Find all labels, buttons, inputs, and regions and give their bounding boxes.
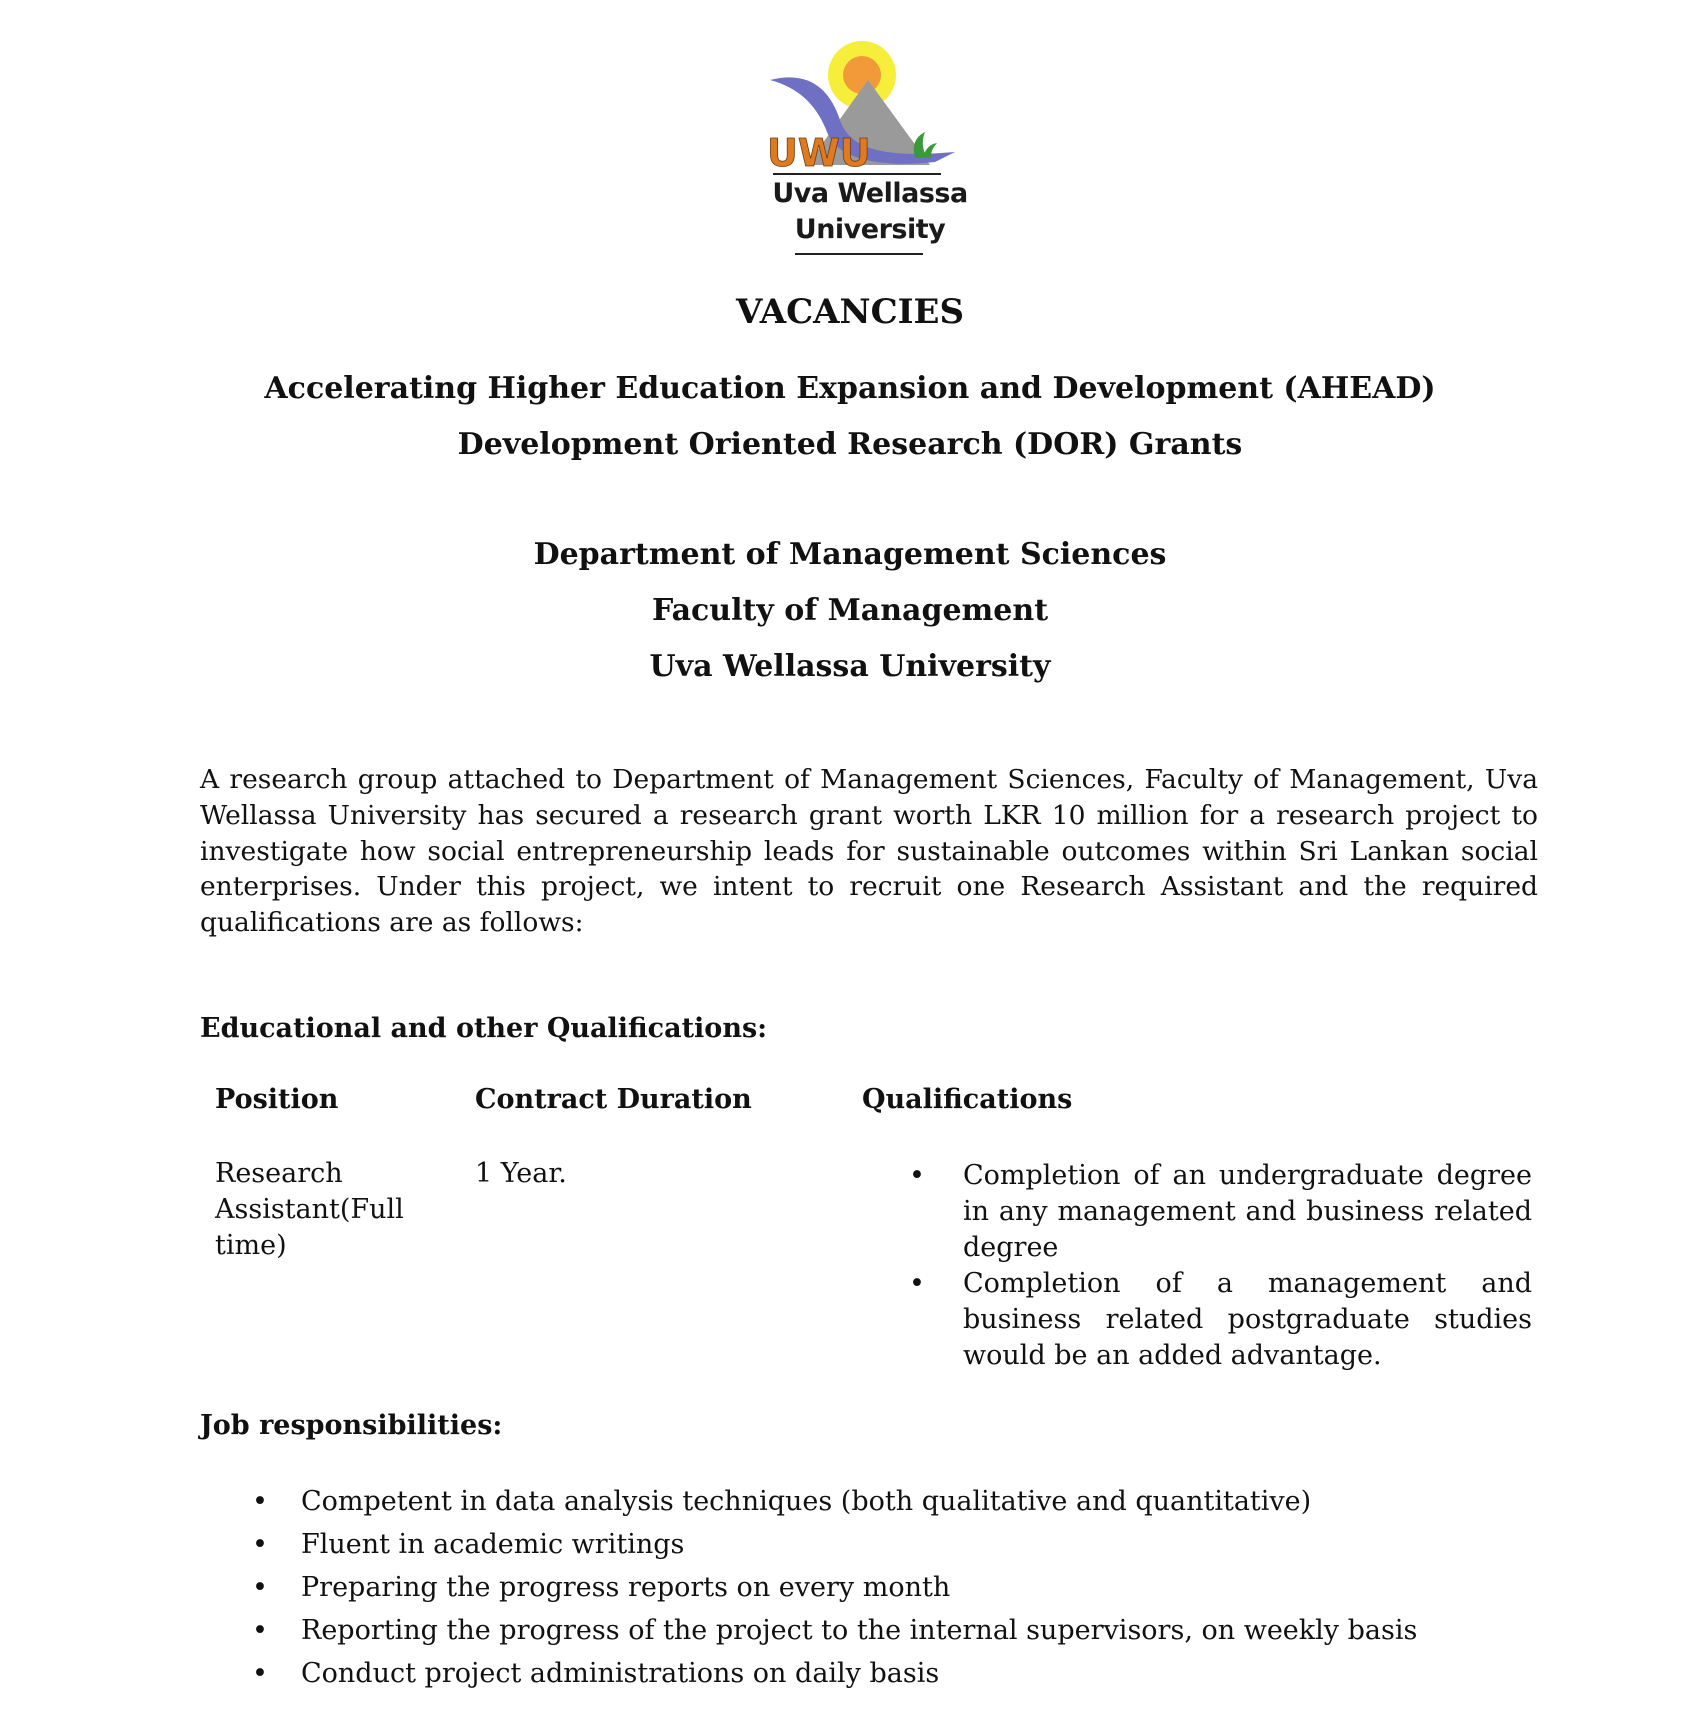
logo-rule-bottom: [795, 253, 923, 255]
bullet-icon: •: [909, 1268, 925, 1299]
list-item: [248, 1523, 1548, 1566]
qualification-text: Completion of an undergraduate degree in any management and business related degree: [963, 1160, 1532, 1263]
university-logo: [765, 40, 975, 265]
responsibility-text: Fluent in academic writings: [301, 1529, 685, 1560]
logo-rule-top: [773, 173, 941, 175]
list-item: [248, 1609, 1548, 1652]
column-header-duration: Contract Duration: [475, 1084, 752, 1115]
column-header-qualifications: Qualifications: [862, 1084, 1073, 1115]
faculty-name: Faculty of Management: [651, 593, 1049, 628]
bullet-icon: •: [909, 1160, 925, 1191]
responsibility-text: Reporting the progress of the project to the internal supervisors, on weekly basis: [301, 1615, 1418, 1646]
program-title: Accelerating Higher Education Expansion and Development (AHEAD): [264, 371, 1436, 406]
university-name: Uva Wellassa University: [649, 649, 1051, 684]
responsibility-text: Preparing the progress reports on every month: [301, 1572, 951, 1603]
qualification-text: Completion of a management and business related postgraduate studies would be an added advantage.: [963, 1268, 1532, 1371]
list-item: [905, 1158, 1532, 1266]
logo-emblem-icon: [765, 40, 975, 170]
department-name: Department of Management Sciences: [533, 537, 1167, 572]
bullet-icon: •: [252, 1615, 268, 1646]
list-item: [248, 1480, 1548, 1523]
grant-title: Development Oriented Research (DOR) Grants: [457, 427, 1243, 462]
list-item: [248, 1652, 1548, 1695]
svg-text:UWU: UWU: [767, 131, 871, 170]
list-item: [905, 1266, 1532, 1374]
bullet-icon: •: [252, 1572, 268, 1603]
position-cell: Research Assistant(Full time): [215, 1158, 404, 1261]
logo-wordmark-line1: Uva Wellassa: [772, 178, 968, 209]
qualifications-heading: Educational and other Qualifications:: [200, 1013, 768, 1044]
qualifications-list: [905, 1158, 1532, 1374]
responsibility-text: Conduct project administrations on daily basis: [301, 1658, 940, 1689]
logo-wordmark-line2: University: [794, 214, 946, 245]
duration-cell: 1 Year.: [475, 1158, 567, 1189]
column-header-position: Position: [215, 1084, 339, 1115]
bullet-icon: •: [252, 1658, 268, 1689]
bullet-icon: •: [252, 1486, 268, 1517]
responsibilities-list: [248, 1480, 1548, 1695]
responsibility-text: Competent in data analysis techniques (both qualitative and quantitative): [301, 1486, 1312, 1517]
bullet-icon: •: [252, 1529, 268, 1560]
intro-paragraph: A research group attached to Department of Management Sciences, Faculty of Management, Uva Wellassa University has secured a research grant worth LKR 10 million for a research project to investigate how social entrepreneurship leads for sustainable outcomes within Sri Lankan social enterprises. Under this project, we intent to recruit one Research Assistant and the required qualifications are as follows:: [200, 764, 1538, 939]
page-title: VACANCIES: [735, 292, 965, 332]
responsibilities-heading: Job responsibilities:: [200, 1410, 503, 1441]
list-item: [248, 1566, 1548, 1609]
